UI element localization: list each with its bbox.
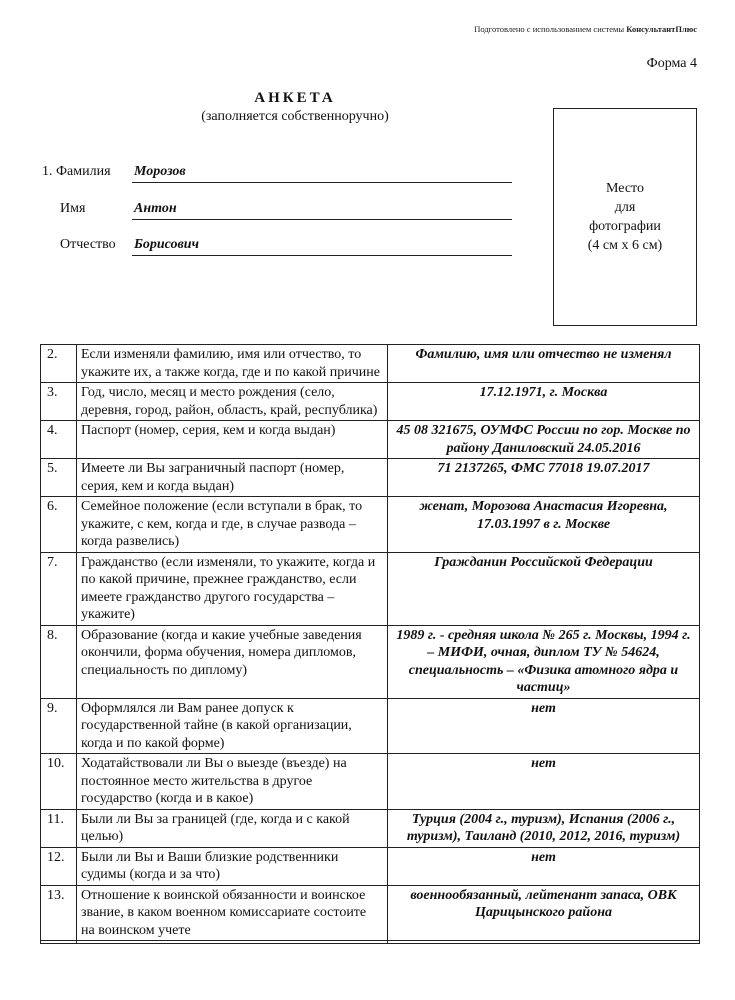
surname-value: Морозов (134, 164, 186, 179)
question-number: 4. (41, 421, 77, 459)
question-number: 5. (41, 459, 77, 497)
table-row (41, 754, 700, 810)
patronymic-row (42, 237, 512, 257)
document-subtitle: (заполняется собственноручно) (201, 109, 389, 124)
surname-row (42, 164, 512, 184)
table-row (41, 345, 700, 383)
name-underline (132, 201, 512, 220)
table-row (41, 625, 700, 698)
question-number: 12. (41, 847, 77, 885)
question-text: Были ли Вы за границей (где, когда и с какой целью) (77, 809, 388, 847)
table-row (41, 698, 700, 754)
patronymic-value: Борисович (134, 237, 199, 252)
answer-text: военнообязанный, лейтенант запаса, ОВК Царицынского района (388, 885, 700, 941)
question-number: 11. (41, 809, 77, 847)
answer-text: Фамилию, имя или отчество не изменял (388, 345, 700, 383)
source-note-system: КонсультантПлюс (626, 24, 697, 34)
question-number: 13. (41, 885, 77, 941)
question-text: Оформлялся ли Вам ранее допуск к государственной тайне (в какой организации, когда и по какой форме) (77, 698, 388, 754)
document-title: АНКЕТА (254, 90, 336, 106)
photo-text-line: фотографии (589, 219, 661, 234)
question-number: 10. (41, 754, 77, 810)
table-row (41, 497, 700, 553)
question-text: Если изменяли фамилию, имя или отчество, то укажите их, а также когда, где и по какой причине (77, 345, 388, 383)
surname-label: 1. Фамилия (42, 164, 111, 179)
answer-text: нет (388, 847, 700, 885)
question-text: Ходатайствовали ли Вы о выезде (въезде) на постоянное место жительства в другое государство (когда и в какое) (77, 754, 388, 810)
photo-text-line: для (614, 200, 636, 215)
question-text: Семейное положение (если вступали в брак, то укажите, с кем, когда и где, в случае развода – когда развелись) (77, 497, 388, 553)
answer-text: женат, Морозова Анастасия Игоревна, 17.03.1997 в г. Москве (388, 497, 700, 553)
surname-underline (132, 164, 512, 183)
question-text: Образование (когда и какие учебные заведения окончили, форма обучения, номера дипломов, специальность по диплому) (77, 625, 388, 698)
answer-text: 17.12.1971, г. Москва (388, 383, 700, 421)
answer-text: нет (388, 698, 700, 754)
photo-placeholder (553, 108, 697, 326)
patronymic-label: Отчество (60, 237, 116, 252)
table-row (41, 941, 700, 944)
question-text: Год, число, месяц и место рождения (село, деревня, город, район, область, край, республика) (77, 383, 388, 421)
question-number: 3. (41, 383, 77, 421)
answer-text: Турция (2004 г., туризм), Испания (2006 г., туризм), Таиланд (2010, 2012, 2016, туризм) (388, 809, 700, 847)
question-text: Гражданство (если изменяли, то укажите, когда и по какой причине, прежнее гражданство, если имеете гражданство другого государства – укажите) (77, 552, 388, 625)
question-text: Отношение к воинской обязанности и воинское звание, в каком военном комиссариате состоите на воинском учете (77, 885, 388, 941)
name-value: Антон (134, 201, 177, 216)
table-row (41, 383, 700, 421)
name-label: Имя (60, 201, 86, 216)
answer-text (388, 941, 700, 944)
question-number (41, 941, 77, 944)
question-text (77, 941, 388, 944)
answer-text: 45 08 321675, ОУМФС России по гор. Москве по району Даниловский 24.05.2016 (388, 421, 700, 459)
questionnaire-table (40, 344, 700, 944)
question-text: Паспорт (номер, серия, кем и когда выдан) (77, 421, 388, 459)
source-note-prefix: Подготовлено с использованием системы (474, 24, 625, 34)
source-note (474, 24, 697, 34)
question-text: Были ли Вы и Ваши близкие родственники судимы (когда и за что) (77, 847, 388, 885)
table-row (41, 885, 700, 941)
form-number: Форма 4 (646, 56, 697, 71)
question-number: 9. (41, 698, 77, 754)
table-row (41, 809, 700, 847)
table-row (41, 421, 700, 459)
answer-text: Гражданин Российской Федерации (388, 552, 700, 625)
table-row (41, 552, 700, 625)
name-row (42, 201, 512, 221)
question-number: 7. (41, 552, 77, 625)
table-row (41, 459, 700, 497)
question-number: 2. (41, 345, 77, 383)
answer-text: нет (388, 754, 700, 810)
question-number: 6. (41, 497, 77, 553)
answer-text: 71 2137265, ФМС 77018 19.07.2017 (388, 459, 700, 497)
question-text: Имеете ли Вы заграничный паспорт (номер, серия, кем и когда выдан) (77, 459, 388, 497)
photo-text-line: (4 см х 6 см) (587, 238, 663, 253)
answer-text: 1989 г. - средняя школа № 265 г. Москвы, 1994 г. – МИФИ, очная, диплом ТУ № 54624, специальность – «Физика атомного ядра и частиц» (388, 625, 700, 698)
photo-text-line: Место (606, 181, 644, 196)
question-number: 8. (41, 625, 77, 698)
table-row (41, 847, 700, 885)
